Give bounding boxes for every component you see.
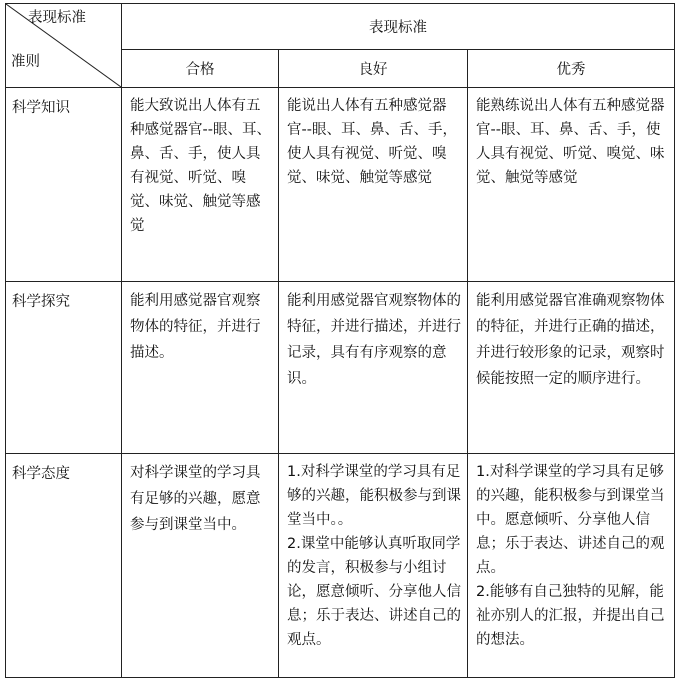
corner-bottom-label: 准则	[11, 54, 40, 70]
attitude-pass-cell	[122, 454, 279, 678]
knowledge-good-cell	[279, 88, 468, 282]
cell-text: 能大致说出人体有五种感觉器官--眼、耳、鼻、舌、手，使人具有视觉、听觉、嗅觉、味觉、触觉等感觉	[130, 98, 271, 234]
inquiry-good-cell	[279, 282, 468, 454]
cell-text: 能利用感觉器官观察物体的特征，并进行描述，并进行记录，具有有序观察的意识。	[287, 293, 461, 387]
level-header-good: 良好	[279, 50, 468, 88]
cell-text-item-2: 2.能够有自己独特的见解，能祉亦别人的汇报，并提出自己的想法。	[476, 584, 665, 648]
criterion-label: 科学知识	[6, 88, 122, 282]
inquiry-excellent-cell	[468, 282, 675, 454]
evaluation-table	[5, 3, 675, 678]
criterion-label: 科学探究	[6, 282, 122, 454]
cell-text-item-1: 1.对科学课堂的学习具有足够的兴趣，能积极参与到课堂当中。愿意倾听、分享他人信息；乐于表达、讲述自己的观点。	[476, 464, 665, 576]
cell-text: 对科学课堂的学习具有足够的兴趣，愿意参与到课堂当中。	[130, 465, 261, 533]
inquiry-pass-cell	[122, 282, 279, 454]
cell-text-item-1: 1.对科学课堂的学习具有足够的兴趣，能积极参与到课堂当中。。	[287, 464, 461, 528]
cell-text: 能熟练说出人体有五种感觉器官--眼、耳、鼻、舌、手，使人具有视觉、听觉、嗅觉、味觉、触觉等感觉	[476, 98, 665, 186]
row-science-inquiry	[6, 282, 675, 454]
criterion-label: 科学态度	[6, 454, 122, 678]
standards-group-header: 表现标准	[122, 4, 675, 50]
attitude-good-cell	[279, 454, 468, 678]
knowledge-pass-cell	[122, 88, 279, 282]
cell-text: 能利用感觉器官准确观察物体的特征，并进行正确的描述，并进行较形象的记录，观察时候能按照一定的顺序进行。	[476, 293, 665, 387]
cell-text: 能利用感觉器官观察物体的特征，并进行描述。	[130, 293, 261, 361]
knowledge-excellent-cell	[468, 88, 675, 282]
cell-text: 能说出人体有五种感觉器官--眼、耳、鼻、舌、手，使人具有视觉、听觉、嗅觉、味觉、触觉等感觉	[287, 98, 457, 186]
cell-text-item-2: 2.课堂中能够认真听取同学的发言，积极参与小组讨论，愿意倾听、分享他人信息；乐于表达、讲述自己的观点。	[287, 536, 461, 648]
row-science-knowledge	[6, 88, 675, 282]
level-header-pass: 合格	[122, 50, 279, 88]
row-science-attitude	[6, 454, 675, 678]
level-header-excellent: 优秀	[468, 50, 675, 88]
attitude-excellent-cell	[468, 454, 675, 678]
corner-cell	[6, 4, 122, 88]
header-row-top	[6, 4, 675, 50]
corner-top-label: 表现标准	[28, 10, 86, 26]
